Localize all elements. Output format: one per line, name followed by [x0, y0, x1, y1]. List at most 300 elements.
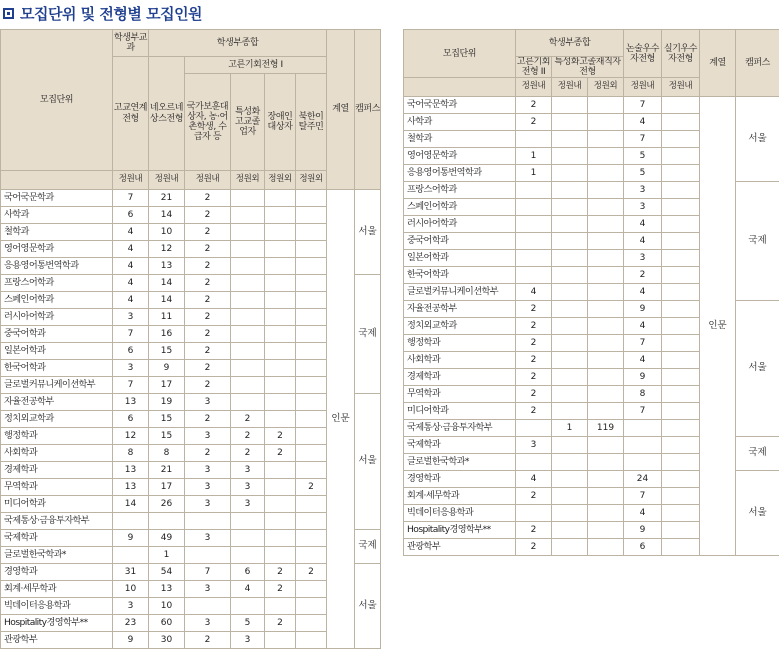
header-unit: 모집단위 — [1, 30, 113, 171]
quota-value: 3 — [185, 462, 231, 479]
quota-value — [588, 97, 624, 114]
quota-value — [588, 335, 624, 352]
quota-value: 7 — [624, 335, 662, 352]
quota-value: 2 — [185, 411, 231, 428]
quota-value: 2 — [185, 326, 231, 343]
quota-value: 8 — [113, 445, 149, 462]
quota-value: 13 — [113, 462, 149, 479]
header-col6: 북한이탈주민 — [296, 74, 327, 171]
quota-value — [662, 233, 700, 250]
series-value: 인문 — [327, 190, 355, 649]
header-quota: 정원내 — [662, 78, 700, 97]
table-row — [1, 445, 381, 462]
quota-value — [662, 386, 700, 403]
header-quota: 정원내 — [113, 171, 149, 190]
quota-value: 2 — [516, 114, 552, 131]
quota-value: 2 — [296, 564, 327, 581]
series-value: 인문 — [700, 97, 736, 556]
quota-value — [552, 437, 588, 454]
header-quota: 정원외 — [296, 171, 327, 190]
quota-value — [588, 454, 624, 471]
quota-value: 15 — [149, 343, 185, 360]
quota-value — [552, 505, 588, 522]
dept-name: 글로벌한국학과* — [404, 454, 516, 471]
dept-name: 중국어학과 — [1, 326, 113, 343]
quota-value — [588, 301, 624, 318]
quota-value — [588, 437, 624, 454]
quota-value: 2 — [185, 445, 231, 462]
header-campus: 캠퍼스 — [355, 30, 381, 190]
quota-value — [552, 165, 588, 182]
dept-name: 자율전공학부 — [1, 394, 113, 411]
quota-value — [265, 326, 296, 343]
table-row — [1, 547, 381, 564]
quota-value: 4 — [624, 318, 662, 335]
quota-value: 8 — [624, 386, 662, 403]
quota-value — [552, 131, 588, 148]
quota-value: 2 — [516, 539, 552, 556]
quota-value — [624, 454, 662, 471]
quota-value: 3 — [624, 250, 662, 267]
quota-value — [265, 598, 296, 615]
quota-value: 2 — [516, 403, 552, 420]
page-title — [0, 0, 202, 26]
quota-value — [296, 598, 327, 615]
quota-value — [552, 369, 588, 386]
quota-value — [552, 114, 588, 131]
table-row — [1, 615, 381, 632]
quota-value — [588, 522, 624, 539]
quota-value — [588, 233, 624, 250]
quota-value: 2 — [231, 445, 265, 462]
quota-value — [265, 377, 296, 394]
quota-value — [552, 454, 588, 471]
quota-value: 3 — [516, 437, 552, 454]
quota-value — [662, 352, 700, 369]
quota-value: 2 — [185, 632, 231, 649]
header-col2: 네오르네상스전형 — [149, 57, 185, 171]
quota-value: 4 — [624, 216, 662, 233]
table-row — [1, 530, 381, 547]
dept-name: 관광학부 — [1, 632, 113, 649]
quota-value — [552, 97, 588, 114]
quota-value — [552, 471, 588, 488]
quota-value — [296, 581, 327, 598]
quota-value: 2 — [185, 377, 231, 394]
quota-value — [588, 267, 624, 284]
quota-value — [296, 190, 327, 207]
quota-value — [265, 309, 296, 326]
quota-value: 2 — [265, 581, 296, 598]
header-col1: 고교연계전형 — [113, 57, 149, 171]
table-row — [1, 479, 381, 496]
quota-value: 15 — [149, 428, 185, 445]
quota-value: 2 — [185, 190, 231, 207]
dept-name: Hospitality경영학부** — [404, 522, 516, 539]
quota-value — [265, 275, 296, 292]
quota-value — [662, 131, 700, 148]
quota-value: 4 — [624, 352, 662, 369]
quota-value: 2 — [624, 267, 662, 284]
quota-value: 7 — [113, 190, 149, 207]
table-row — [1, 598, 381, 615]
quota-value — [265, 190, 296, 207]
quota-value: 23 — [113, 615, 149, 632]
quota-value — [296, 496, 327, 513]
quota-value — [552, 352, 588, 369]
campus-value: 국제 — [355, 530, 381, 564]
quota-value — [588, 505, 624, 522]
quota-value — [516, 182, 552, 199]
dept-name: 경영학과 — [404, 471, 516, 488]
table-row — [1, 258, 381, 275]
table-row — [1, 292, 381, 309]
quota-value — [662, 335, 700, 352]
dept-name: 일본어학과 — [1, 343, 113, 360]
quota-value — [588, 386, 624, 403]
quota-value: 4 — [113, 275, 149, 292]
quota-value — [296, 326, 327, 343]
quota-value — [662, 522, 700, 539]
dept-name: 정치외교학과 — [404, 318, 516, 335]
quota-value — [552, 318, 588, 335]
quota-value — [516, 216, 552, 233]
quota-value: 2 — [185, 241, 231, 258]
quota-value: 7 — [113, 377, 149, 394]
table-row — [1, 241, 381, 258]
quota-value: 31 — [113, 564, 149, 581]
quota-value: 11 — [149, 309, 185, 326]
quota-value: 2 — [516, 97, 552, 114]
dept-name: 사회학과 — [1, 445, 113, 462]
quota-value — [265, 394, 296, 411]
dept-name: 스페인어학과 — [1, 292, 113, 309]
quota-value: 3 — [185, 581, 231, 598]
quota-value: 6 — [624, 539, 662, 556]
header-quota: 정원내 — [624, 78, 662, 97]
quota-value — [265, 479, 296, 496]
quota-value — [231, 309, 265, 326]
quota-value: 2 — [185, 343, 231, 360]
quota-value — [588, 471, 624, 488]
quota-value: 21 — [149, 190, 185, 207]
quota-value: 4 — [516, 471, 552, 488]
table-row — [1, 496, 381, 513]
header-quota-blank — [404, 78, 516, 97]
campus-value: 국제 — [355, 275, 381, 394]
dept-name: 미디어학과 — [1, 496, 113, 513]
admission-table-right — [403, 29, 779, 556]
quota-value — [265, 513, 296, 530]
quota-value: 9 — [624, 522, 662, 539]
quota-value — [296, 445, 327, 462]
dept-name: 사학과 — [1, 207, 113, 224]
quota-value — [296, 632, 327, 649]
quota-value — [516, 420, 552, 437]
quota-value — [265, 632, 296, 649]
header-quota-blank — [1, 171, 113, 190]
quota-value: 3 — [185, 479, 231, 496]
quota-value — [265, 360, 296, 377]
quota-value — [296, 530, 327, 547]
quota-value — [662, 284, 700, 301]
campus-value: 국제 — [736, 182, 779, 301]
quota-value — [552, 182, 588, 199]
quota-value — [296, 224, 327, 241]
dept-name: 행정학과 — [1, 428, 113, 445]
admission-table-left — [0, 29, 381, 649]
quota-value: 2 — [516, 318, 552, 335]
quota-value: 13 — [113, 479, 149, 496]
quota-value: 2 — [265, 615, 296, 632]
table-row — [1, 394, 381, 411]
quota-value: 1 — [516, 148, 552, 165]
quota-value — [516, 199, 552, 216]
quota-value — [662, 505, 700, 522]
table-row — [1, 581, 381, 598]
dept-name: 철학과 — [404, 131, 516, 148]
quota-value — [552, 233, 588, 250]
quota-value — [296, 241, 327, 258]
quota-value — [113, 513, 149, 530]
quota-value: 17 — [149, 479, 185, 496]
quota-value: 13 — [149, 258, 185, 275]
quota-value: 3 — [231, 632, 265, 649]
quota-value: 15 — [149, 411, 185, 428]
quota-value: 2 — [516, 522, 552, 539]
campus-value: 국제 — [736, 437, 779, 471]
quota-value: 2 — [185, 309, 231, 326]
quota-value — [516, 505, 552, 522]
dept-name: 영어영문학과 — [1, 241, 113, 258]
campus-value: 서울 — [736, 97, 779, 182]
quota-value — [265, 343, 296, 360]
header-series: 계열 — [700, 30, 736, 97]
header-quota: 정원외 — [265, 171, 296, 190]
quota-value — [296, 207, 327, 224]
quota-value — [552, 403, 588, 420]
dept-name: 영어영문학과 — [404, 148, 516, 165]
quota-value — [296, 360, 327, 377]
quota-value: 1 — [516, 165, 552, 182]
quota-value: 4 — [624, 505, 662, 522]
quota-value — [296, 292, 327, 309]
quota-value: 4 — [624, 114, 662, 131]
quota-value: 2 — [516, 301, 552, 318]
quota-value: 14 — [149, 292, 185, 309]
header-quota: 정원외 — [588, 78, 624, 97]
quota-value: 2 — [185, 207, 231, 224]
quota-value: 3 — [113, 309, 149, 326]
table-row — [1, 564, 381, 581]
dept-name: 사회학과 — [404, 352, 516, 369]
dept-name: 응용영어통번역학과 — [404, 165, 516, 182]
quota-value: 26 — [149, 496, 185, 513]
quota-value: 14 — [149, 275, 185, 292]
quota-value: 3 — [185, 428, 231, 445]
dept-name: 국어국문학과 — [1, 190, 113, 207]
quota-value — [552, 488, 588, 505]
quota-value — [662, 369, 700, 386]
dept-name: 프랑스어학과 — [404, 182, 516, 199]
quota-value — [231, 292, 265, 309]
quota-value — [516, 131, 552, 148]
dept-name: 한국어학과 — [1, 360, 113, 377]
quota-value — [516, 233, 552, 250]
quota-value: 3 — [113, 360, 149, 377]
quota-value: 7 — [624, 488, 662, 505]
quota-value — [662, 539, 700, 556]
quota-value — [588, 216, 624, 233]
quota-value — [265, 530, 296, 547]
dept-name: 스페인어학과 — [404, 199, 516, 216]
quota-value: 10 — [113, 581, 149, 598]
dept-name: 국제학과 — [1, 530, 113, 547]
quota-value: 2 — [185, 292, 231, 309]
header-group-b: 학생부종합 — [516, 30, 624, 57]
header-col3: 국가보훈대상자, 농·어촌학생, 수급자 등 — [185, 74, 231, 171]
quota-value: 6 — [113, 343, 149, 360]
quota-value: 3 — [231, 496, 265, 513]
quota-value — [588, 403, 624, 420]
quota-value — [552, 148, 588, 165]
quota-value: 9 — [149, 360, 185, 377]
quota-value: 3 — [185, 530, 231, 547]
quota-value: 3 — [624, 182, 662, 199]
campus-value: 서울 — [355, 190, 381, 275]
quota-value — [552, 250, 588, 267]
quota-value: 2 — [516, 335, 552, 352]
quota-value: 6 — [113, 411, 149, 428]
quota-value — [588, 165, 624, 182]
table-row — [1, 411, 381, 428]
quota-value — [296, 462, 327, 479]
campus-value: 서울 — [736, 471, 779, 556]
table-body-right — [404, 97, 779, 556]
quota-value — [296, 428, 327, 445]
quota-value: 4 — [231, 581, 265, 598]
quota-value — [552, 301, 588, 318]
quota-value: 3 — [624, 199, 662, 216]
dept-name: 일본어학과 — [404, 250, 516, 267]
quota-value: 16 — [149, 326, 185, 343]
header-series: 계열 — [327, 30, 355, 190]
quota-value — [662, 216, 700, 233]
quota-value — [231, 275, 265, 292]
quota-value — [231, 394, 265, 411]
quota-value: 3 — [113, 598, 149, 615]
quota-value: 54 — [149, 564, 185, 581]
table-body-left — [1, 190, 381, 649]
dept-name: 무역학과 — [1, 479, 113, 496]
quota-value — [662, 403, 700, 420]
dept-name: 경제학과 — [1, 462, 113, 479]
quota-value — [588, 114, 624, 131]
header-col4: 실기우수자전형 — [662, 30, 700, 78]
quota-value: 6 — [231, 564, 265, 581]
quota-value — [231, 241, 265, 258]
dept-name: 무역학과 — [404, 386, 516, 403]
table-row — [1, 207, 381, 224]
quota-value — [516, 267, 552, 284]
quota-value: 17 — [149, 377, 185, 394]
page-title-text: 모집단위 및 전형별 모집인원 — [20, 3, 202, 24]
quota-value — [265, 207, 296, 224]
quota-value: 49 — [149, 530, 185, 547]
dept-name: Hospitality경영학부** — [1, 615, 113, 632]
quota-value — [662, 97, 700, 114]
dept-name: 빅데이터응용학과 — [404, 505, 516, 522]
quota-value: 2 — [185, 224, 231, 241]
header-col4: 특성화고교졸업자 — [231, 74, 265, 171]
quota-value — [296, 547, 327, 564]
table-row — [1, 275, 381, 292]
quota-value — [588, 182, 624, 199]
quota-value — [662, 250, 700, 267]
quota-value: 21 — [149, 462, 185, 479]
quota-value — [296, 275, 327, 292]
quota-value — [552, 284, 588, 301]
quota-value — [516, 454, 552, 471]
quota-value — [588, 199, 624, 216]
header-group-a: 학생부교과 — [113, 30, 149, 57]
header-quota: 정원내 — [185, 171, 231, 190]
quota-value: 1 — [149, 547, 185, 564]
quota-value: 3 — [231, 462, 265, 479]
quota-value — [231, 513, 265, 530]
dept-name: 철학과 — [1, 224, 113, 241]
table-row — [1, 309, 381, 326]
quota-value: 19 — [149, 394, 185, 411]
quota-value: 4 — [624, 284, 662, 301]
quota-value: 9 — [624, 301, 662, 318]
quota-value — [588, 284, 624, 301]
quota-value — [185, 547, 231, 564]
quota-value: 5 — [231, 615, 265, 632]
table-row — [1, 632, 381, 649]
quota-value — [296, 394, 327, 411]
quota-value — [662, 114, 700, 131]
quota-value — [231, 530, 265, 547]
quota-value: 13 — [113, 394, 149, 411]
quota-value — [231, 360, 265, 377]
dept-name: 사학과 — [404, 114, 516, 131]
dept-name: 프랑스어학과 — [1, 275, 113, 292]
quota-value — [552, 216, 588, 233]
quota-value — [296, 411, 327, 428]
table-row — [1, 377, 381, 394]
quota-value: 119 — [588, 420, 624, 437]
quota-value — [296, 343, 327, 360]
quota-value — [624, 420, 662, 437]
quota-value: 3 — [185, 496, 231, 513]
quota-value: 2 — [516, 352, 552, 369]
header-col2: 특성화고졸재직자전형 — [552, 57, 624, 78]
quota-value — [588, 369, 624, 386]
quota-value: 2 — [516, 488, 552, 505]
square-bullet-icon — [3, 8, 14, 19]
quota-value: 60 — [149, 615, 185, 632]
quota-value — [588, 131, 624, 148]
header-col5: 장애인 대상자 — [265, 74, 296, 171]
quota-value — [231, 547, 265, 564]
header-campus: 캠퍼스 — [736, 30, 779, 97]
quota-value: 4 — [516, 284, 552, 301]
quota-value — [231, 326, 265, 343]
table-row — [1, 513, 381, 530]
table-row — [1, 343, 381, 360]
quota-value — [185, 513, 231, 530]
